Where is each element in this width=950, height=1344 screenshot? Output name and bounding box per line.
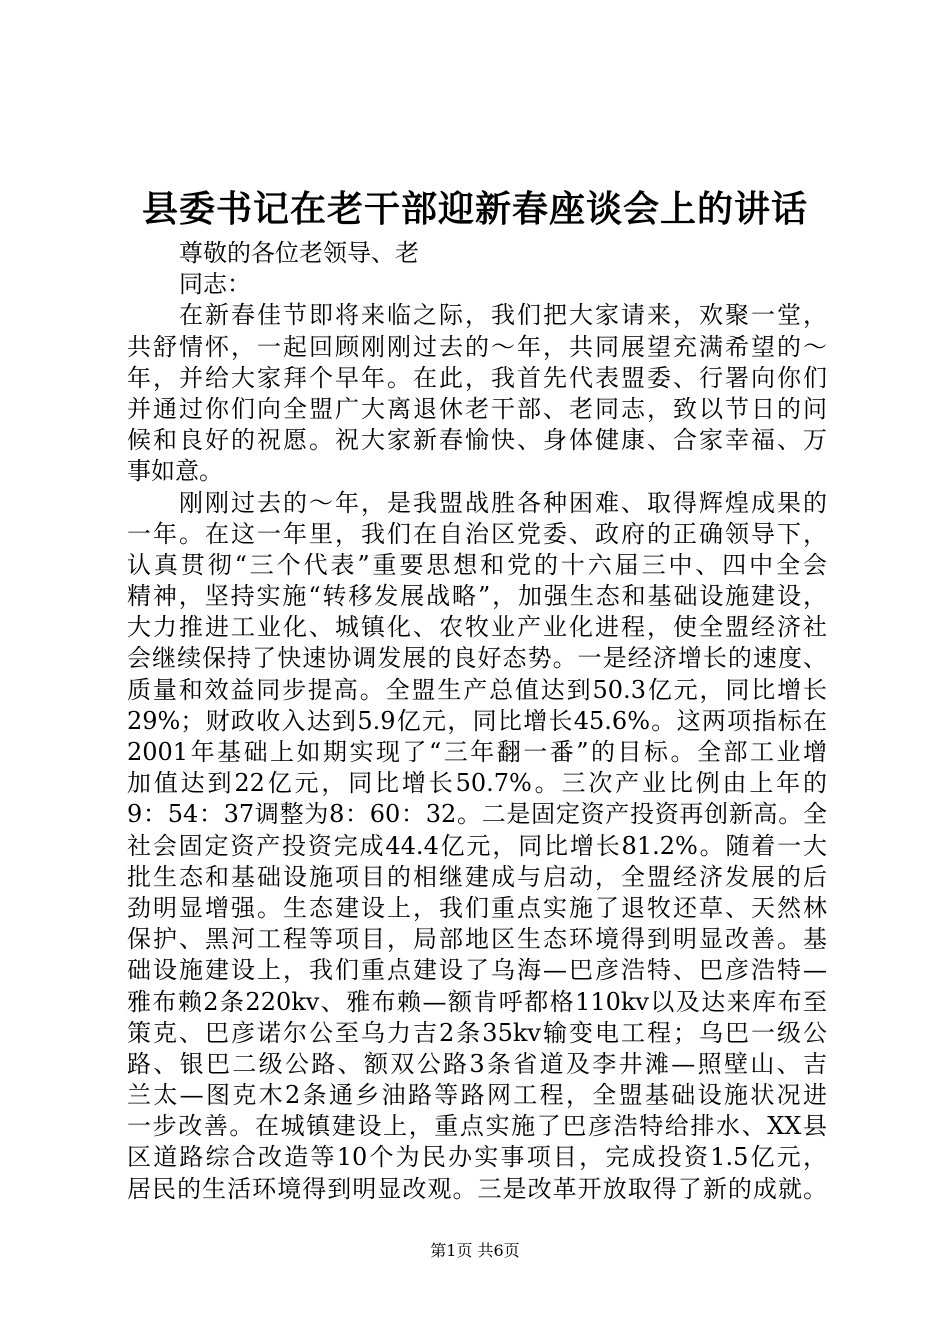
paragraph-line: 区道路综合改造等10个为民办实事项目，完成投资1.5亿元， [127,1143,827,1172]
paragraph-line: 加值达到22亿元，同比增长50.7%。三次产业比例由上年的 [127,769,827,798]
paragraph-line: 批生态和基础设施项目的相继建成与启动，全盟经济发展的后 [127,862,827,891]
paragraph-line: 劲明显增强。生态建设上，我们重点实施了退牧还草、天然林 [127,893,827,922]
paragraph-line: 社会固定资产投资完成44.4亿元，同比增长81.2%。随着一大 [127,831,827,860]
paragraph-line: 在新春佳节即将来临之际，我们把大家请来，欢聚一堂， [179,301,827,330]
greeting-line: 同志： [179,270,251,299]
paragraph-2 [127,488,827,1205]
paragraph-line: 质量和效益同步提高。全盟生产总值达到50.3亿元，同比增长 [127,675,827,704]
paragraph-line: 兰太—图克木2条通乡油路等路网工程，全盟基础设施状况进 [127,1081,827,1110]
paragraph-line: 9：54：37调整为8：60：32。二是固定资产投资再创新高。全 [127,800,827,829]
paragraph-line: 保护、黑河工程等项目，局部地区生态环境得到明显改善。基 [127,925,827,954]
paragraph-line: 共舒情怀，一起回顾刚刚过去的～年，共同展望充满希望的～ [127,332,827,361]
paragraph-line: 居民的生活环境得到明显改观。三是改革开放取得了新的成就。 [127,1174,827,1203]
paragraph-line: 认真贯彻“三个代表”重要思想和党的十六届三中、四中全会 [127,550,827,579]
paragraph-line: 路、银巴二级公路、额双公路3条省道及李井滩—照壁山、吉 [127,1049,827,1078]
paragraph-line: 刚刚过去的～年，是我盟战胜各种困难、取得辉煌成果的 [179,488,827,517]
document-body [127,238,827,1205]
paragraph-line: 29%；财政收入达到5.9亿元，同比增长45.6%。这两项指标在 [127,706,827,735]
paragraph-line: 础设施建设上，我们重点建设了乌海—巴彦浩特、巴彦浩特— [127,956,827,985]
page-number-footer: 第1页 共6页 [430,1241,520,1260]
paragraph-line: 候和良好的祝愿。祝大家新春愉快、身体健康、合家幸福、万 [127,426,827,455]
paragraph-line: 雅布赖2条220kv、雅布赖—额肯呼都格110kv以及达来库布至 [127,987,827,1016]
paragraph-line: 一年。在这一年里，我们在自治区党委、政府的正确领导下， [127,519,827,548]
paragraph-line: 事如意。 [127,457,223,486]
paragraph-line: 大力推进工业化、城镇化、农牧业产业化进程，使全盟经济社 [127,613,827,642]
paragraph-line: 并通过你们向全盟广大离退休老干部、老同志，致以节日的问 [127,394,827,423]
document-title: 县委书记在老干部迎新春座谈会上的讲话 [141,188,808,230]
paragraph-line: 策克、巴彦诺尔公至乌力吉2条35kv输变电工程；乌巴一级公 [127,1018,827,1047]
paragraph-line: 精神，坚持实施“转移发展战略”，加强生态和基础设施建设， [127,582,827,611]
paragraph-line: 2001年基础上如期实现了“三年翻一番”的目标。全部工业增 [127,738,827,766]
greeting-line: 尊敬的各位老领导、老 [179,239,419,267]
paragraph-1 [127,300,827,487]
paragraph-line: 一步改善。在城镇建设上，重点实施了巴彦浩特给排水、XX县 [127,1112,827,1141]
paragraph-line: 会继续保持了快速协调发展的良好态势。一是经济增长的速度、 [127,644,827,673]
paragraph-line: 年，并给大家拜个早年。在此，我首先代表盟委、行署向你们 [127,363,827,392]
